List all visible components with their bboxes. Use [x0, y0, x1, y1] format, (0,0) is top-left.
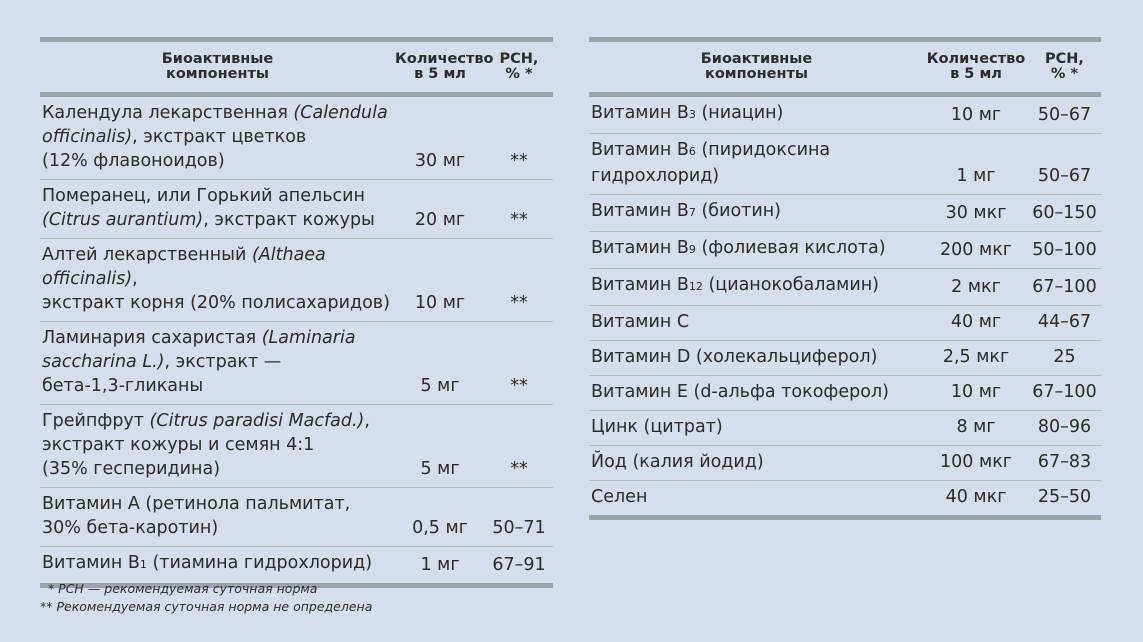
- component-rsn: 67–91: [492, 555, 546, 575]
- component-name-line: (12% флавоноидов): [42, 151, 225, 171]
- component-name: [40, 492, 395, 540]
- component-quantity: 10 мг: [950, 105, 1002, 125]
- component-quantity: 2,5 мкг: [942, 347, 1010, 367]
- component-name-line: Витамин Е (d-альфа токоферол): [591, 382, 889, 402]
- table-row: [40, 488, 553, 547]
- component-rsn: 50–67: [1037, 105, 1092, 125]
- table-row: [40, 322, 553, 405]
- component-quantity: 0,5 мг: [412, 518, 468, 538]
- component-name: [589, 485, 924, 509]
- component-name-line: бета-1,3-гликаны: [42, 376, 204, 396]
- component-name: [589, 310, 924, 334]
- header-rsn: РСН, % *: [499, 51, 539, 82]
- component-quantity: 5 мг: [420, 459, 460, 479]
- component-name-line: 30% бета-каротин): [42, 518, 219, 538]
- component-name-line: saccharina L.), экстракт —: [42, 352, 282, 372]
- component-rsn: **: [510, 210, 528, 230]
- component-name-line: Ламинария сахаристая (Laminaria: [42, 328, 356, 348]
- right-table: [589, 37, 1101, 520]
- table-row: [589, 195, 1101, 232]
- component-name-line: Селен: [591, 487, 648, 507]
- table-header: [40, 42, 553, 92]
- component-quantity: 1 мг: [420, 555, 460, 575]
- component-name: [589, 415, 924, 439]
- component-name-line: Календула лекарственная (Calendula: [42, 103, 388, 123]
- component-name: [40, 243, 395, 315]
- table-row: [589, 269, 1101, 306]
- component-rsn: 50–100: [1032, 240, 1097, 260]
- component-name-line: Алтей лекарственный (Althaea officinalis),: [42, 245, 326, 289]
- component-name-line: Грейпфрут (Citrus paradisi Macfad.),: [42, 411, 370, 431]
- table-body: [40, 97, 553, 583]
- component-quantity: 10 мг: [414, 293, 466, 313]
- component-name-line: officinalis), экстракт цветков: [42, 127, 307, 147]
- component-quantity: 200 мкг: [940, 240, 1012, 260]
- component-rsn: 60–150: [1032, 203, 1097, 223]
- component-name: [589, 138, 924, 188]
- component-name-line: Витамин В1 (тиамина гидрохлорид): [42, 553, 373, 573]
- component-name-line: Витамин В3 (ниацин): [591, 103, 784, 123]
- table-bottom-rule: [589, 515, 1101, 520]
- component-quantity: 30 мг: [414, 151, 466, 171]
- component-rsn: **: [510, 459, 528, 479]
- component-rsn: 50–71: [492, 518, 546, 538]
- component-rsn: 80–96: [1037, 417, 1092, 437]
- component-name: [589, 273, 924, 299]
- component-rsn: **: [510, 376, 528, 396]
- header-quantity: Количество в 5 мл: [926, 51, 1026, 82]
- component-rsn: 25–50: [1037, 487, 1092, 507]
- component-name: [40, 551, 395, 577]
- table-row: [40, 547, 553, 583]
- component-quantity: 2 мкг: [951, 277, 1001, 297]
- component-name: [589, 101, 924, 127]
- component-name: [40, 409, 395, 481]
- header-components: Биоактивные компоненты: [700, 51, 813, 82]
- component-quantity: 10 мг: [950, 382, 1002, 402]
- component-name-line: (35% гесперидина): [42, 459, 221, 479]
- table-body: [589, 97, 1101, 515]
- component-name-line: Померанец, или Горький апельсин: [42, 186, 365, 206]
- table-row: [589, 376, 1101, 411]
- table-row: [589, 411, 1101, 446]
- table-row: [40, 97, 553, 180]
- left-table: [40, 37, 553, 588]
- component-name-line: Витамин А (ретинола пальмитат,: [42, 494, 351, 514]
- component-name-line: гидрохлорид): [591, 166, 720, 186]
- component-name: [589, 380, 924, 404]
- component-rsn: 67–83: [1037, 452, 1092, 472]
- footnote-rsn: * РСН — рекомендуемая суточная норма: [40, 581, 318, 596]
- component-name-line: Витамин В9 (фолиевая кислота): [591, 238, 886, 258]
- table-row: [40, 180, 553, 239]
- component-name: [589, 345, 924, 369]
- component-name: [40, 101, 395, 173]
- component-rsn: **: [510, 151, 528, 171]
- component-rsn: 50–67: [1037, 166, 1092, 186]
- component-quantity: 20 мг: [414, 210, 466, 230]
- footnote-undefined: ** Рекомендуемая суточная норма не определена: [40, 599, 373, 614]
- component-name: [589, 199, 924, 225]
- table-row: [589, 134, 1101, 195]
- component-name-line: Витамин С: [591, 312, 690, 332]
- table-header: [589, 42, 1101, 92]
- component-name-line: Йод (калия йодид): [591, 452, 764, 472]
- component-name-line: Витамин В12 (цианокобаламин): [591, 275, 879, 295]
- component-quantity: 30 мкг: [945, 203, 1007, 223]
- component-name-line: (Citrus aurantium), экстракт кожуры: [42, 210, 375, 230]
- component-rsn: 67–100: [1032, 382, 1097, 402]
- header-quantity: Количество в 5 мл: [395, 51, 494, 82]
- component-name-line: Цинк (цитрат): [591, 417, 723, 437]
- header-components: Биоактивные компоненты: [161, 51, 274, 82]
- component-quantity: 40 мг: [950, 312, 1002, 332]
- component-name-line: экстракт кожуры и семян 4:1: [42, 435, 315, 455]
- footnotes: [40, 580, 372, 616]
- component-name-line: экстракт корня (20% полисахаридов): [42, 293, 390, 313]
- component-name-line: Витамин D (холекальциферол): [591, 347, 878, 367]
- component-rsn: 67–100: [1032, 277, 1097, 297]
- table-row: [589, 306, 1101, 341]
- component-name: [40, 184, 395, 232]
- component-name: [589, 450, 924, 474]
- component-quantity: 5 мг: [420, 376, 460, 396]
- component-name: [589, 236, 924, 262]
- table-row: [589, 97, 1101, 134]
- table-row: [589, 446, 1101, 481]
- table-row: [589, 481, 1101, 515]
- component-rsn: 44–67: [1037, 312, 1092, 332]
- component-rsn: **: [510, 293, 528, 313]
- component-rsn: 25: [1053, 347, 1076, 367]
- component-name-line: Витамин В6 (пиридоксина: [591, 140, 831, 160]
- table-row: [40, 239, 553, 322]
- component-quantity: 100 мкг: [940, 452, 1012, 472]
- component-quantity: 40 мкг: [945, 487, 1007, 507]
- table-row: [40, 405, 553, 488]
- component-quantity: 8 мг: [956, 417, 996, 437]
- component-quantity: 1 мг: [956, 166, 996, 186]
- table-row: [589, 341, 1101, 376]
- component-name: [40, 326, 395, 398]
- header-rsn: РСН, % *: [1045, 51, 1084, 82]
- component-name-line: Витамин В7 (биотин): [591, 201, 781, 221]
- table-row: [589, 232, 1101, 269]
